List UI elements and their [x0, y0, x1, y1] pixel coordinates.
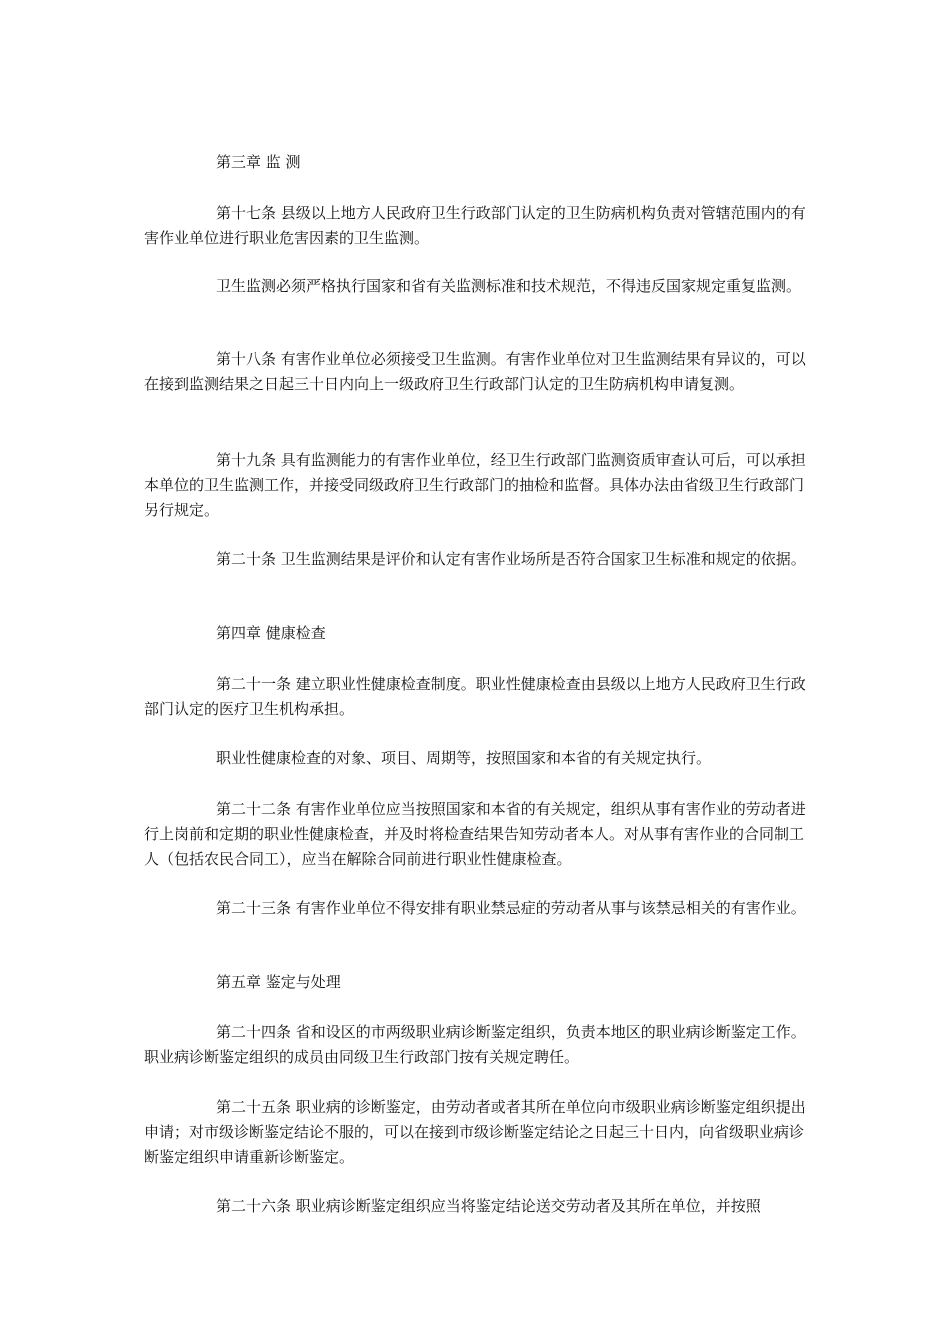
- article-26: 第二十六条 职业病诊断鉴定组织应当将鉴定结论送交劳动者及其所在单位，并按照: [216, 1197, 761, 1215]
- chapter-heading-4: 第四章 健康检查: [216, 624, 326, 642]
- article-22: 第二十二条 有害作业单位应当按照国家和本省的有关规定，组织从事有害作业的劳动者进行上岗前和定期的职业性健康检查，并及时将检查结果告知劳动者本人。对从事有害作业的合同制工人（包括农民合同工），应当在解除合同前进行职业性健康检查。: [144, 800, 806, 868]
- article-23: 第二十三条 有害作业单位不得安排有职业禁忌症的劳动者从事与该禁忌相关的有害作业。: [216, 899, 806, 917]
- article-19: 第十九条 具有监测能力的有害作业单位，经卫生行政部门监测资质审查认可后，可以承担本单位的卫生监测工作，并接受同级政府卫生行政部门的抽检和监督。具体办法由省级卫生行政部门另行规定。: [144, 451, 806, 519]
- article-24: 第二十四条 省和设区的市两级职业病诊断鉴定组织，负责本地区的职业病诊断鉴定工作。职业病诊断鉴定组织的成员由同级卫生行政部门按有关规定聘任。: [144, 1023, 806, 1066]
- article-25: 第二十五条 职业病的诊断鉴定，由劳动者或者其所在单位向市级职业病诊断鉴定组织提出申请；对市级诊断鉴定结论不服的，可以在接到市级诊断鉴定结论之日起三十日内，向省级职业病诊断鉴定组织申请重新诊断鉴定。: [144, 1098, 806, 1166]
- article-17-para-2: 卫生监测必须严格执行国家和省有关监测标准和技术规范，不得违反国家规定重复监测。: [216, 277, 802, 295]
- article-20: 第二十条 卫生监测结果是评价和认定有害作业场所是否符合国家卫生标准和规定的依据。: [216, 550, 806, 568]
- article-18: 第十八条 有害作业单位必须接受卫生监测。有害作业单位对卫生监测结果有异议的，可以在接到监测结果之日起三十日内向上一级政府卫生行政部门认定的卫生防病机构申请复测。: [144, 350, 806, 393]
- article-21-para-2: 职业性健康检查的对象、项目、周期等，按照国家和本省的有关规定执行。: [216, 749, 712, 767]
- article-21: 第二十一条 建立职业性健康检查制度。职业性健康检查由县级以上地方人民政府卫生行政部门认定的医疗卫生机构承担。: [144, 675, 806, 718]
- article-17: 第十七条 县级以上地方人民政府卫生行政部门认定的卫生防病机构负责对管辖范围内的有害作业单位进行职业危害因素的卫生监测。: [144, 204, 806, 247]
- chapter-heading-3: 第三章 监 测: [216, 153, 301, 171]
- chapter-heading-5: 第五章 鉴定与处理: [216, 973, 341, 991]
